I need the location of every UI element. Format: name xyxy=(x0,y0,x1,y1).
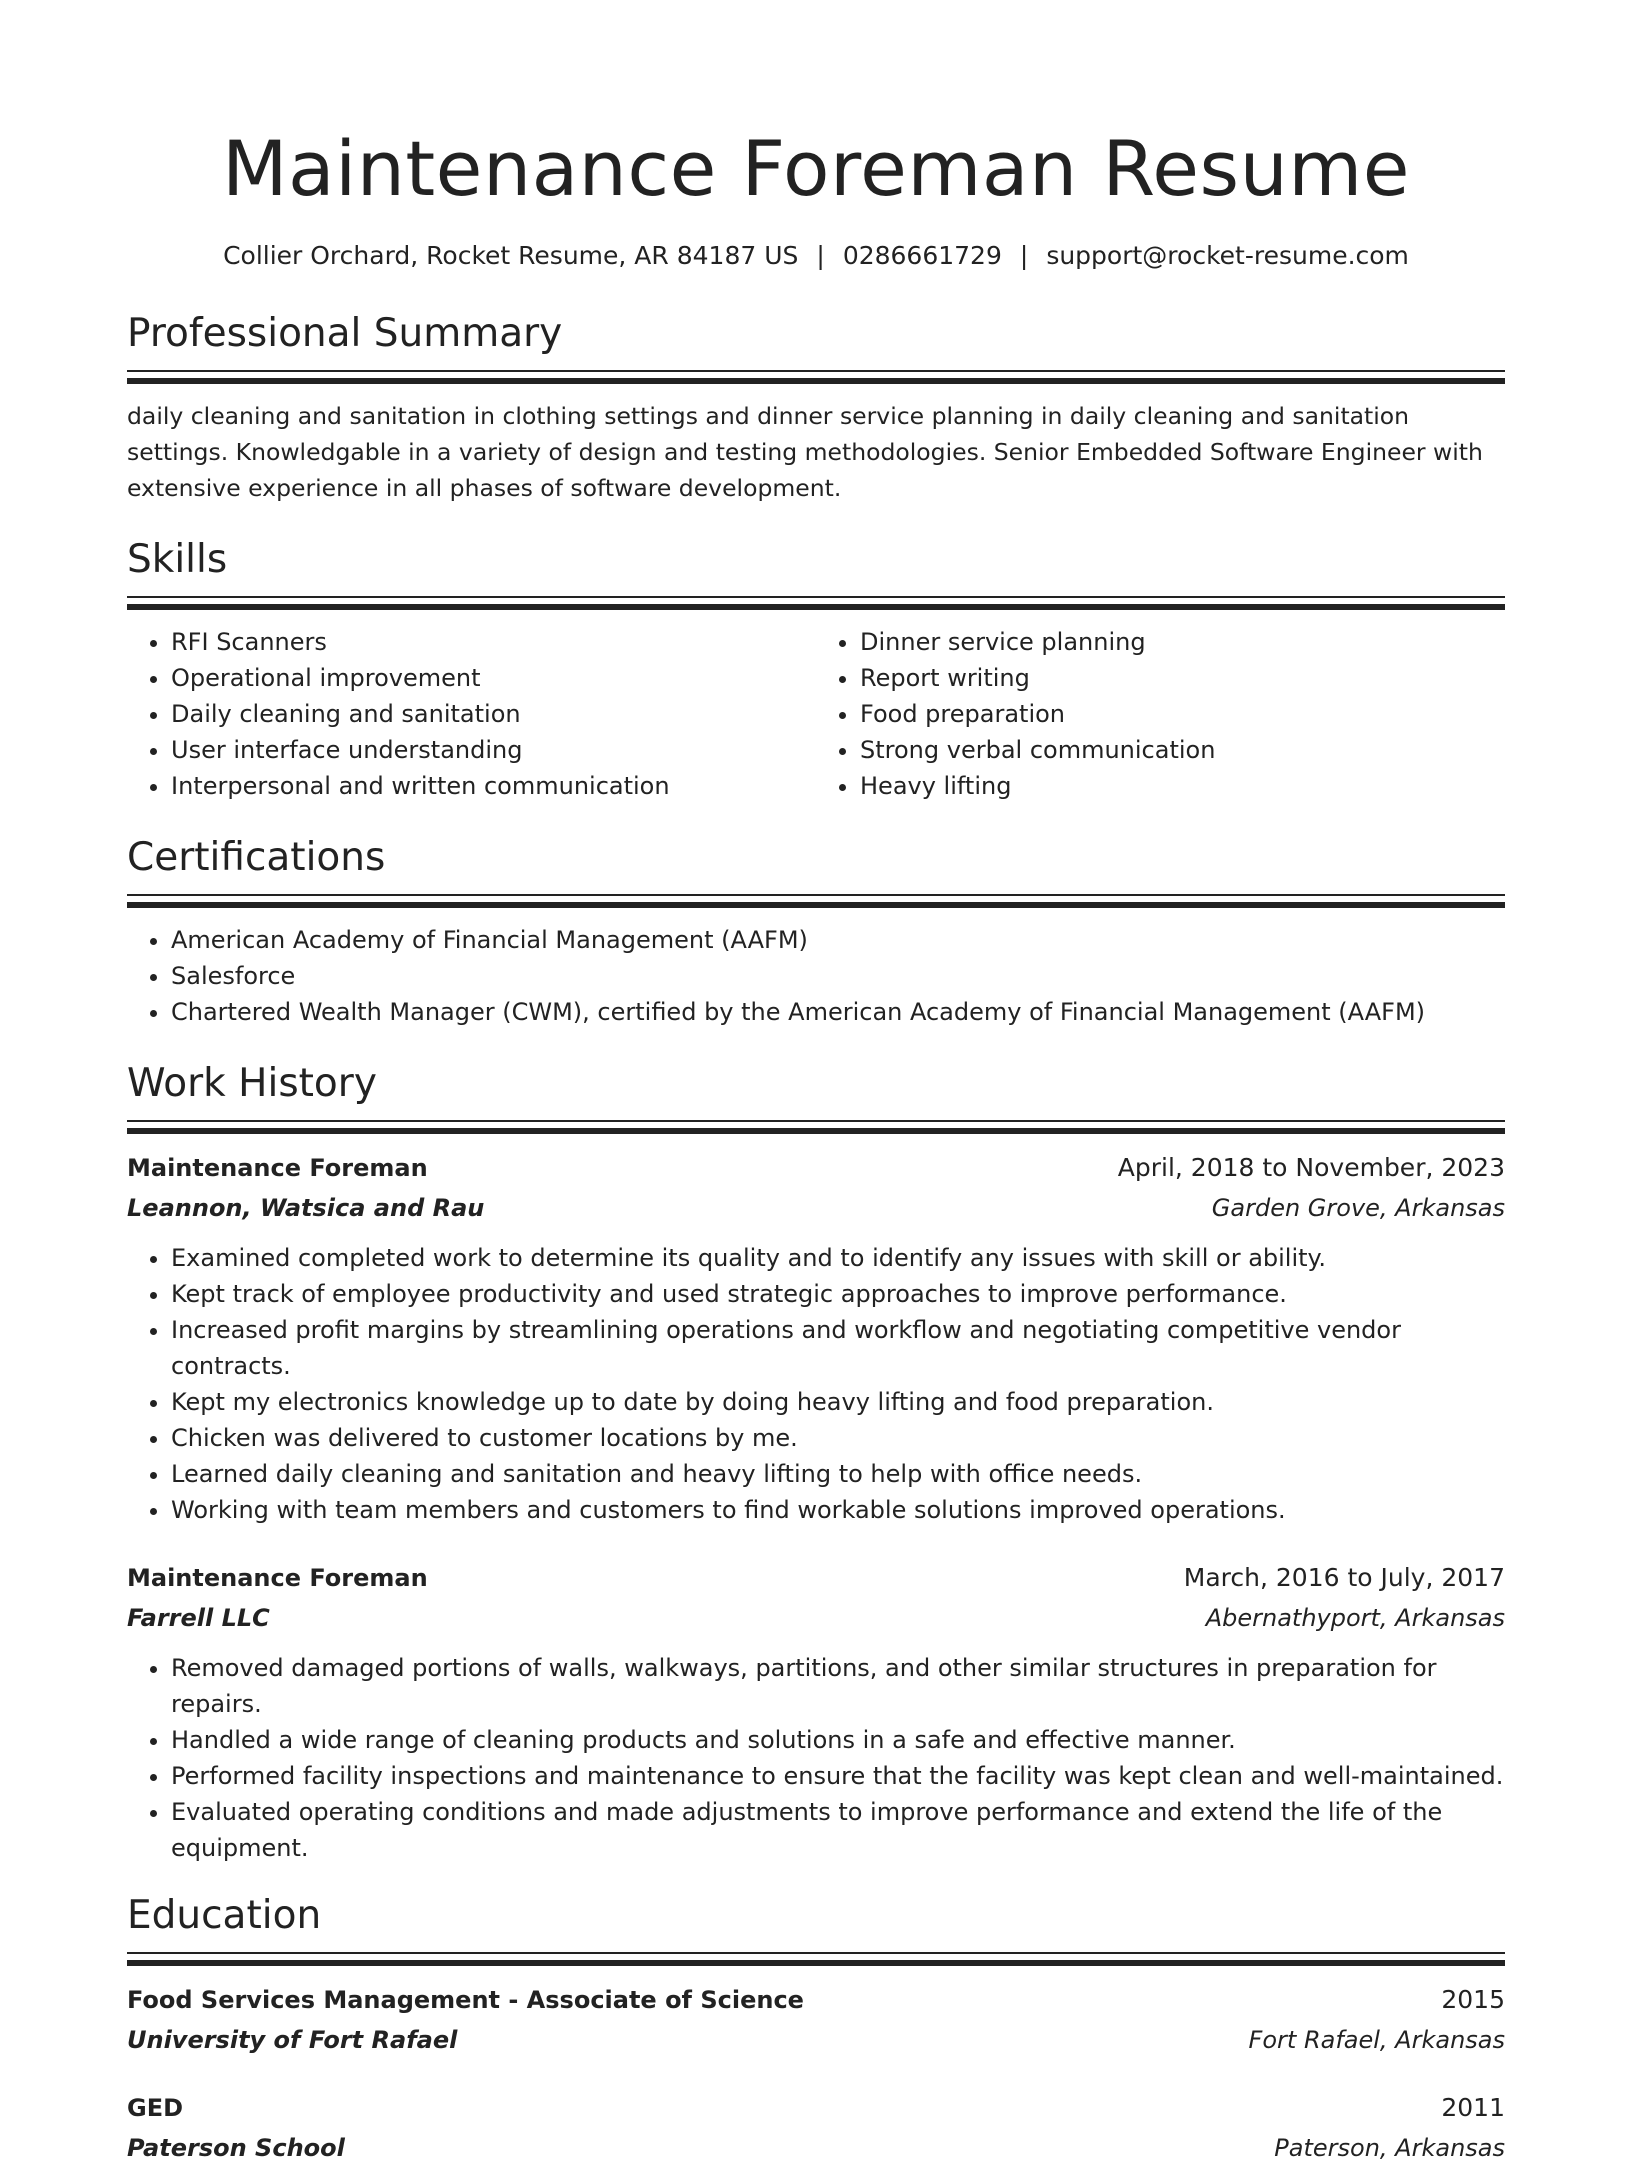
job-dates: April, 2018 to November, 2023 xyxy=(1117,1153,1505,1182)
skill-item: • User interface understanding xyxy=(171,732,816,768)
job-entry xyxy=(127,1558,1505,1866)
education-location: Fort Rafael, Arkansas xyxy=(1248,2026,1505,2054)
work-history-section xyxy=(127,1060,1505,1866)
certifications-list xyxy=(127,922,1505,1030)
job-location: Abernathyport, Arkansas xyxy=(1205,1604,1505,1632)
section-heading-education: Education xyxy=(127,1893,322,1938)
education-school-row xyxy=(127,2020,1505,2060)
skill-item: • Operational improvement xyxy=(171,660,816,696)
section-divider xyxy=(127,894,1505,908)
job-bullet: • Learned daily cleaning and sanitation and heavy lifting to help with office needs. xyxy=(171,1456,1505,1492)
job-header-row xyxy=(127,1558,1505,1598)
section-heading-summary: Professional Summary xyxy=(127,311,563,356)
education-section xyxy=(127,1892,1505,2168)
skill-item: • Strong verbal communication xyxy=(860,732,1505,768)
education-location: Paterson, Arkansas xyxy=(1274,2134,1505,2162)
contact-line xyxy=(127,240,1505,272)
skill-item: • Daily cleaning and sanitation xyxy=(171,696,816,732)
education-degree: Food Services Management - Associate of Science xyxy=(127,1986,804,2014)
contact-email: support@rocket-resume.com xyxy=(1046,241,1409,270)
education-degree-row xyxy=(127,2088,1505,2128)
contact-separator: | xyxy=(816,241,825,270)
section-heading-skills: Skills xyxy=(127,537,228,582)
certification-item: • Chartered Wealth Manager (CWM), certified by the American Academy of Financial Management (AAFM) xyxy=(171,994,1505,1030)
certifications-section xyxy=(127,834,1505,1030)
job-company-row xyxy=(127,1598,1505,1638)
section-heading-work-history: Work History xyxy=(127,1061,377,1106)
job-company-row xyxy=(127,1188,1505,1228)
education-entry xyxy=(127,1980,1505,2060)
job-company: Leannon, Watsica and Rau xyxy=(127,1194,485,1222)
education-degree: GED xyxy=(127,2094,184,2122)
summary-text: daily cleaning and sanitation in clothing settings and dinner service planning in daily cleaning and sanitation settings. Knowledgable in a variety of design and testing methodologies. Senior Embedded Software Engineer with extensive experience in all phases of software development. xyxy=(127,402,1483,502)
job-bullet: • Removed damaged portions of walls, walkways, partitions, and other similar structures in preparation for repairs. xyxy=(171,1650,1505,1722)
skill-item: • Interpersonal and written communication xyxy=(171,768,816,804)
skills-list-left xyxy=(127,624,816,804)
skills-grid xyxy=(127,624,1505,804)
job-bullet: • Kept track of employee productivity and used strategic approaches to improve performance. xyxy=(171,1276,1505,1312)
section-divider xyxy=(127,370,1505,384)
job-bullet: • Evaluated operating conditions and made adjustments to improve performance and extend the life of the equipment. xyxy=(171,1794,1505,1866)
job-title: Maintenance Foreman xyxy=(127,1564,428,1592)
job-bullets xyxy=(127,1650,1505,1866)
section-divider xyxy=(127,1952,1505,1966)
job-bullets xyxy=(127,1240,1505,1528)
education-school-row xyxy=(127,2128,1505,2168)
skills-section xyxy=(127,536,1505,804)
skill-item: • Dinner service planning xyxy=(860,624,1505,660)
job-dates: March, 2016 to July, 2017 xyxy=(1183,1563,1505,1592)
job-bullet: • Examined completed work to determine its quality and to identify any issues with skill or ability. xyxy=(171,1240,1505,1276)
education-school: University of Fort Rafael xyxy=(127,2026,458,2054)
page-title: Maintenance Foreman Resume xyxy=(221,124,1411,213)
skill-item: • Food preparation xyxy=(860,696,1505,732)
education-school: Paterson School xyxy=(127,2134,345,2162)
summary-section xyxy=(127,310,1505,506)
education-entry xyxy=(127,2088,1505,2168)
section-divider xyxy=(127,596,1505,610)
job-bullet: • Chicken was delivered to customer locations by me. xyxy=(171,1420,1505,1456)
job-bullet: • Performed facility inspections and maintenance to ensure that the facility was kept clean and well-maintained. xyxy=(171,1758,1505,1794)
job-bullet: • Increased profit margins by streamlining operations and workflow and negotiating competitive vendor contracts. xyxy=(171,1312,1505,1384)
job-title: Maintenance Foreman xyxy=(127,1154,428,1182)
skill-item: • Heavy lifting xyxy=(860,768,1505,804)
job-location: Garden Grove, Arkansas xyxy=(1211,1194,1505,1222)
education-year: 2011 xyxy=(1441,2093,1505,2122)
skill-item: • Report writing xyxy=(860,660,1505,696)
certification-item: • Salesforce xyxy=(171,958,1505,994)
skill-item: • RFI Scanners xyxy=(171,624,816,660)
job-entry xyxy=(127,1148,1505,1528)
education-degree-row xyxy=(127,1980,1505,2020)
job-bullet: • Working with team members and customers to find workable solutions improved operations. xyxy=(171,1492,1505,1528)
job-bullet: • Kept my electronics knowledge up to date by doing heavy lifting and food preparation. xyxy=(171,1384,1505,1420)
section-heading-certifications: Certifications xyxy=(127,835,386,880)
job-header-row xyxy=(127,1148,1505,1188)
contact-separator: | xyxy=(1019,241,1029,270)
education-year: 2015 xyxy=(1441,1985,1505,2014)
job-bullet: • Handled a wide range of cleaning products and solutions in a safe and effective manner. xyxy=(171,1722,1505,1758)
contact-phone: 0286661729 xyxy=(842,241,1002,270)
job-company: Farrell LLC xyxy=(127,1604,270,1632)
contact-address: Collier Orchard, Rocket Resume, AR 84187 US xyxy=(223,241,799,270)
section-divider xyxy=(127,1120,1505,1134)
skills-list-right xyxy=(816,624,1505,804)
certification-item: • American Academy of Financial Management (AAFM) xyxy=(171,922,1505,958)
